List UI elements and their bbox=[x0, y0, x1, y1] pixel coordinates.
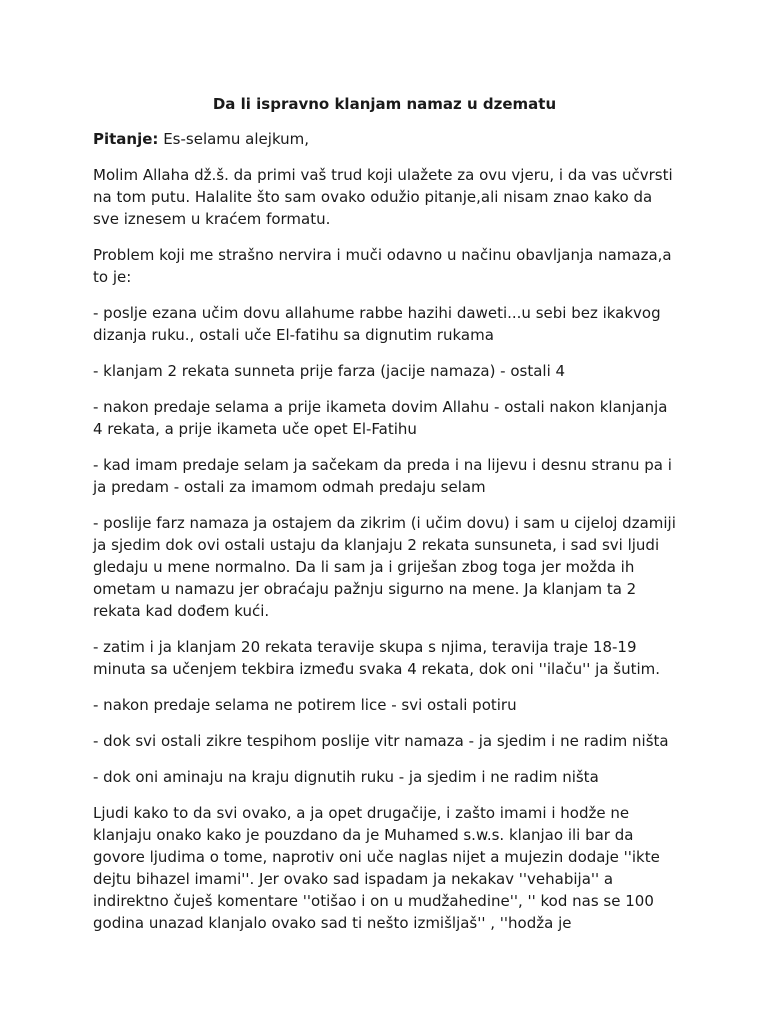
list-item: - klanjam 2 rekata sunneta prije farza (jacije namaza) - ostali 4 bbox=[93, 362, 566, 380]
document-title: Da li ispravno klanjam namaz u dzematu bbox=[212, 95, 557, 113]
list-item: - poslije farz namaza ja ostajem da zikrim (i učim dovu) i sam u cijeloj dzamiji ja sjedim dok ovi ostali ustaju da klanjaju 2 rekata sunsuneta, i sad svi ljudi gledaju u mene normalno. Da li sam ja i griješan zbog toga jer možda ih ometam u namazu jer obraćaju pažnju sigurno na mene. Ja klanjam ta 2 rekata kad dođem kući. bbox=[93, 514, 676, 620]
list-item: - poslje ezana učim dovu allahume rabbe hazihi daweti...u sebi bez ikakvog dizanja ruku., ostali uče El-fatihu sa dignutim rukama bbox=[93, 304, 661, 344]
paragraph: Ljudi kako to da svi ovako, a ja opet drugačije, i zašto imami i hodže ne klanjaju onako kako je pouzdano da je Muhamed s.w.s. klanjao ili bar da govore ljudima o tome, naprotiv oni uče naglas nijet a mujezin dodaje ''ikte dejtu bihazel imami''. Jer ovako sad ispadam ja nekakav ''vehabija'' a indirektno čuješ komentare ''otišao i on u mudžahedine'', '' kod nas se 100 godina unazad klanjalo ovako sad ti nešto izmišljaš'' , ''hodža je bbox=[93, 804, 660, 932]
question-label: Pitanje: bbox=[93, 130, 159, 148]
list-item: - kad imam predaje selam ja sačekam da preda i na lijevu i desnu stranu pa i ja predam - ostali za imamom odmah predaju selam bbox=[93, 456, 672, 496]
greeting-text: Es-selamu alejkum, bbox=[158, 130, 310, 148]
paragraph: Molim Allaha dž.š. da primi vaš trud koji ulažete za ovu vjeru, i da vas učvrsti na tom putu. Halalite što sam ovako odužio pitanje,ali nisam znao kako da sve iznesem u kraćem formatu. bbox=[93, 166, 673, 228]
list-item: - dok oni aminaju na kraju dignutih ruku - ja sjedim i ne radim ništa bbox=[93, 768, 599, 786]
list-item: - nakon predaje selama ne potirem lice - svi ostali potiru bbox=[93, 696, 517, 714]
list-item: - nakon predaje selama a prije ikameta dovim Allahu - ostali nakon klanjanja 4 rekata, a prije ikameta uče opet El-Fatihu bbox=[93, 398, 668, 438]
paragraph: Problem koji me strašno nervira i muči odavno u načinu obavljanja namaza,a to je: bbox=[93, 246, 672, 286]
list-item: - zatim i ja klanjam 20 rekata teravije skupa s njima, teravija traje 18-19 minuta sa učenjem tekbira između svaka 4 rekata, dok oni ''ilaču'' ja šutim. bbox=[93, 638, 661, 678]
list-item: - dok svi ostali zikre tespihom poslije vitr namaza - ja sjedim i ne radim ništa bbox=[93, 732, 669, 750]
question-intro bbox=[93, 128, 676, 150]
